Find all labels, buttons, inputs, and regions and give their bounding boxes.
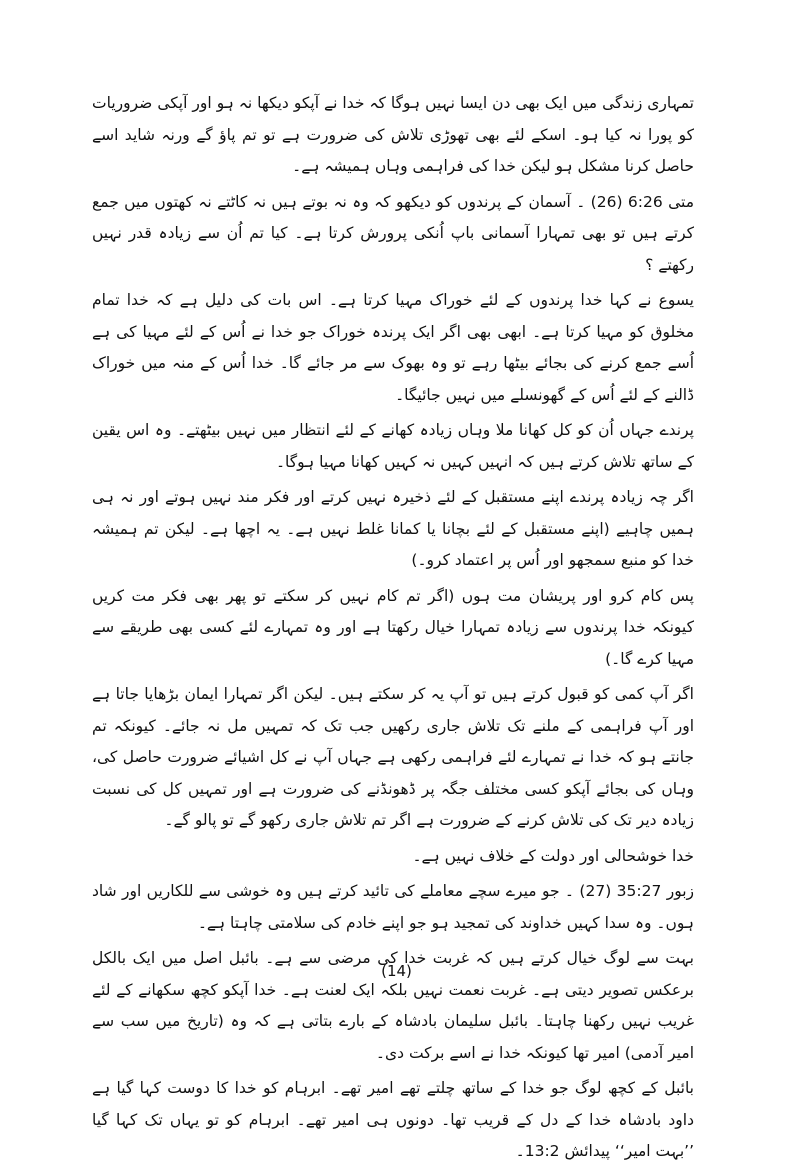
paragraph-9: زبور 35:27 (27) ۔ جو میرے سچے معاملے کی تائید کرتے ہیں وہ خوشی سے للکاریں اور شاد ہوں۔ وہ سدا کہیں خداوند کی تمجید ہو جو اپنے خادم کی سلامتی چاہتا ہے۔ [92, 882, 694, 932]
paragraph-10: بہت سے لوگ خیال کرتے ہیں کہ غربت خدا کی مرضی سے ہے۔ بائبل اصل میں ایک بالکل برعکس تصویر دیتی ہے۔ غربت نعمت نہیں بلکہ ایک لعنت ہے۔ خدا آپکو کچھ سکھانے کے لئے غریب نہیں رکھنا چاہتا۔ بائبل سلیمان بادشاہ کے بارے بتاتی ہے کہ وہ (تاریخ میں سب سے امیر آدمی) امیر تھا کیونکہ خدا نے اسے برکت دی۔ [92, 949, 694, 1062]
page-number: (14) [381, 962, 412, 980]
paragraph-4: پرندے جہاں اُن کو کل کھانا ملا وہاں زیادہ کھانے کے لئے انتظار میں نہیں بیٹھتے۔ وہ اس یقین کے ساتھ تلاش کرتے ہیں کہ انہیں کہیں نہ کہیں کھانا مہیا ہوگا۔ [92, 421, 694, 471]
paragraph-3: یسوع نے کہا خدا پرندوں کے لئے خوراک مہیا کرتا ہے۔ اس بات کی دلیل ہے کہ خدا تمام مخلوق کو مہیا کرتا ہے۔ ابھی بھی اگر ایک پرندہ خوراک جو خدا نے اُس کے لئے مہیا کی ہے اُسے جمع کرنے کی بجائے بیٹھا رہے تو وہ بھوک سے مر جائے گا۔ خدا اُس کے منہ میں خوراک ڈالنے کے لئے اُس کے گھونسلے میں نہیں جائیگا۔ [92, 291, 694, 404]
paragraph-11: بائبل کے کچھ لوگ جو خدا کے ساتھ چلتے تھے امیر تھے۔ ابرہام کو خدا کا دوست کہا گیا ہے داود بادشاہ خدا کے دل کے قریب تھا۔ دونوں ہی امیر تھے۔ ابرہام کو تو یہاں تک کہا گیا ’’بہت امیر‘‘ پیدائش 13:2۔ [92, 1079, 694, 1160]
document-body [92, 88, 694, 1172]
paragraph-2: متی 6:26 (26) ۔ آسمان کے پرندوں کو دیکھو کہ وہ نہ بوتے ہیں نہ کاٹتے نہ کھتوں میں جمع کرتے ہیں تو بھی تمہارا آسمانی باپ اُنکی پرورش کرتا ہے۔ کیا تم اُن سے زیادہ قدر نہیں رکھتے ؟ [92, 192, 694, 274]
paragraph-7: اگر آپ کمی کو قبول کرتے ہیں تو آپ یہ کر سکتے ہیں۔ لیکن اگر تمہارا ایمان بڑھایا جاتا ہے اور آپ فراہمی کے ملنے تک تلاش جاری رکھیں جب تک کہ تمہیں مل نہ جائے۔ کیونکہ تم جانتے ہو کہ خدا نے تمہارے لئے فراہمی رکھی ہے جہاں آپ نے کل اشیائے ضرورت حاصل کی، وہاں کی بجائے آپکو کسی مختلف جگہ پر ڈھونڈنے کی ضرورت ہے اور تمہیں کل کی نسبت زیادہ دیر تک کی تلاش کرنے کے ضرورت ہے اگر تم تلاش جاری رکھو گے تو پالو گے۔ [92, 685, 694, 829]
paragraph-8: خدا خوشحالی اور دولت کے خلاف نہیں ہے۔ [412, 846, 694, 865]
paragraph-1: تمہاری زندگی میں ایک بھی دن ایسا نہیں ہوگا کہ خدا نے آپکو دیکھا نہ ہو اور آپکی ضروریات کو پورا نہ کیا ہو۔ اسکے لئے بھی تھوڑی تلاش کی ضرورت ہے تو تم پاؤ گے ورنہ شاید اسے حاصل کرنا مشکل ہو لیکن خدا کی فراہمی وہاں ہمیشہ ہے۔ [92, 94, 694, 175]
paragraph-6: پس کام کرو اور پریشان مت ہوں (اگر تم کام نہیں کر سکتے تو پھر بھی فکر مت کریں کیونکہ خدا پرندوں سے زیادہ تمہارا خیال رکھتا ہے اور وہ تمہارے لئے کسی بھی طریقے سے مہیا کرے گا۔) [92, 586, 694, 668]
paragraph-5: اگر چہ زیادہ پرندے اپنے مستقبل کے لئے ذخیرہ نہیں کرتے اور فکر مند نہیں ہوتے اور نہ ہی ہمیں چاہیے (اپنے مستقبل کے لئے بچانا یا کمانا غلط نہیں ہے۔ یہ اچھا ہے۔ لیکن تم ہمیشہ خدا کو منبع سمجھو اور اُس پر اعتماد کرو۔) [92, 488, 694, 569]
